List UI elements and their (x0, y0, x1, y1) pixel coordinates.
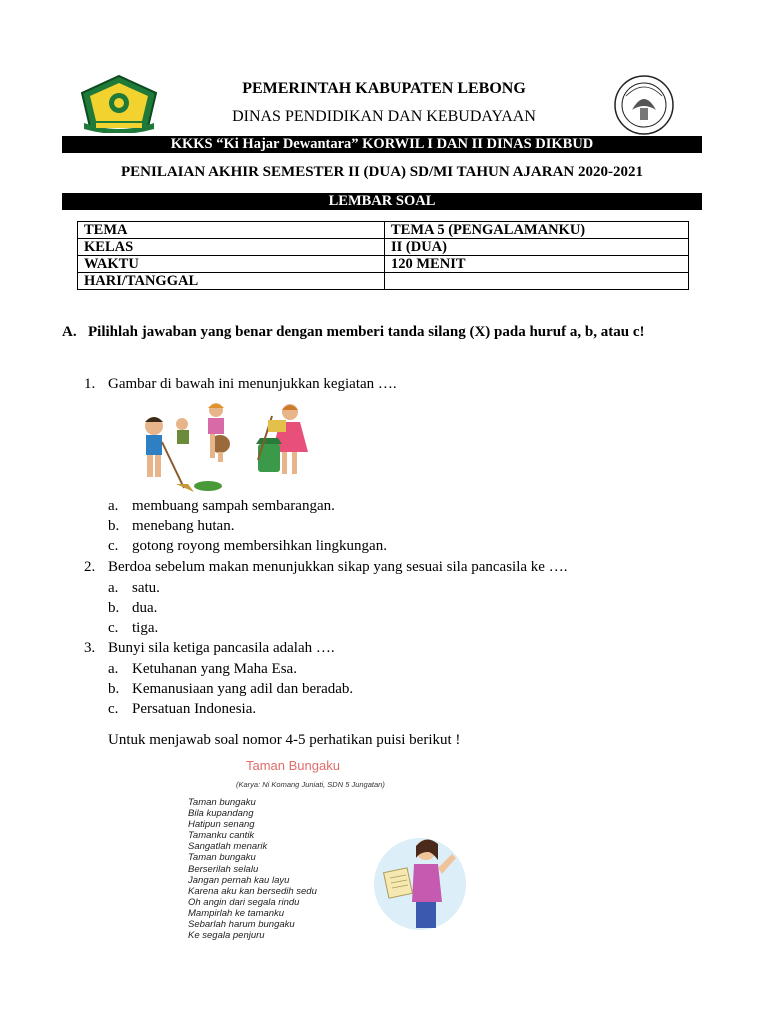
tut-wuri-handayani-icon (612, 74, 676, 136)
info-table (77, 221, 689, 290)
question-text: Berdoa sebelum makan menunjukkan sikap yang sesuai sila pancasila ke …. (108, 559, 568, 575)
option-text: menebang hutan. (132, 518, 235, 534)
poem-line: Tamanku cantik (188, 830, 255, 842)
poem-line: Jangan pernah kau layu (188, 874, 290, 886)
children-cleaning-illustration-icon (132, 400, 316, 496)
option-letter: b. (108, 681, 120, 697)
option-text: dua. (132, 600, 158, 616)
poem-line: Taman bungaku (188, 797, 256, 808)
info-label: TEMA (78, 222, 385, 239)
option-text: tiga. (132, 620, 159, 636)
poem-line: Sebarlah harum bungaku (188, 919, 295, 931)
sheet-title-bar: LEMBAR SOAL (62, 193, 702, 210)
info-row (78, 239, 689, 256)
info-label: WAKTU (78, 256, 385, 273)
option-text: satu. (132, 580, 160, 596)
question-text: Gambar di bawah ini menunjukkan kegiatan …. (108, 376, 397, 392)
option-letter: a. (108, 661, 119, 677)
info-value: TEMA 5 (PENGALAMANKU) (385, 222, 689, 239)
poem-line: Bila kupandang (188, 808, 254, 820)
poem-lines (188, 797, 317, 941)
section-label: A. (62, 324, 77, 340)
girl-reading-poem-illustration-icon (372, 836, 468, 932)
question-number: 1. (84, 376, 96, 392)
option-text: gotong royong membersihkan lingkungan. (132, 538, 387, 554)
exam-title: PENILAIAN AKHIR SEMESTER II (DUA) SD/MI TAHUN AJARAN 2020-2021 (121, 164, 643, 180)
header-bar: KKKS “Ki Hajar Dewantara” KORWIL I DAN II DINAS DIKBUD (62, 136, 702, 153)
poem-line: Hatipun senang (188, 819, 255, 831)
option-letter: a. (108, 580, 119, 596)
poem-line: Mampirlah ke tamanku (188, 907, 285, 919)
option-letter: a. (108, 498, 119, 514)
header-government: PEMERINTAH KABUPATEN LEBONG (242, 80, 526, 97)
option-letter: c. (108, 538, 119, 554)
poem-line: Karena aku kan bersedih sedu (188, 885, 317, 897)
info-value (385, 273, 689, 290)
poem-line: Oh angin dari segala rindu (188, 896, 300, 908)
poem-line: Berserilah selalu (188, 863, 259, 875)
info-row (78, 256, 689, 273)
poem-title: Taman Bungaku (246, 758, 340, 773)
poem-line: Ke segala penjuru (188, 930, 265, 942)
poem-line: Sangatlah menarik (188, 841, 268, 853)
option-text: Kemanusiaan yang adil dan beradab. (132, 681, 354, 697)
header-department: DINAS PENDIDIKAN DAN KEBUDAYAAN (232, 108, 536, 125)
info-label: HARI/TANGGAL (78, 273, 385, 290)
option-text: membuang sampah sembarangan. (132, 498, 335, 514)
option-text: Ketuhanan yang Maha Esa. (132, 661, 297, 677)
info-label: KELAS (78, 239, 385, 256)
info-value: 120 MENIT (385, 256, 689, 273)
question-number: 3. (84, 640, 96, 656)
info-row (78, 273, 689, 290)
poem-instruction: Untuk menjawab soal nomor 4-5 perhatikan puisi berikut ! (108, 732, 461, 748)
option-letter: b. (108, 600, 120, 616)
info-row (78, 222, 689, 239)
section-instruction: Pilihlah jawaban yang benar dengan memberi tanda silang (X) pada huruf a, b, atau c! (88, 324, 645, 340)
info-value: II (DUA) (385, 239, 689, 256)
poem-author: (Karya: Ni Komang Juniati, SDN 5 Jungatan) (236, 780, 385, 789)
option-text: Persatuan Indonesia. (132, 701, 257, 717)
poem-line: Taman bungaku (188, 852, 256, 864)
option-letter: c. (108, 701, 119, 717)
option-letter: c. (108, 620, 119, 636)
option-letter: b. (108, 518, 120, 534)
question-text: Bunyi sila ketiga pancasila adalah …. (108, 640, 335, 656)
question-number: 2. (84, 559, 96, 575)
